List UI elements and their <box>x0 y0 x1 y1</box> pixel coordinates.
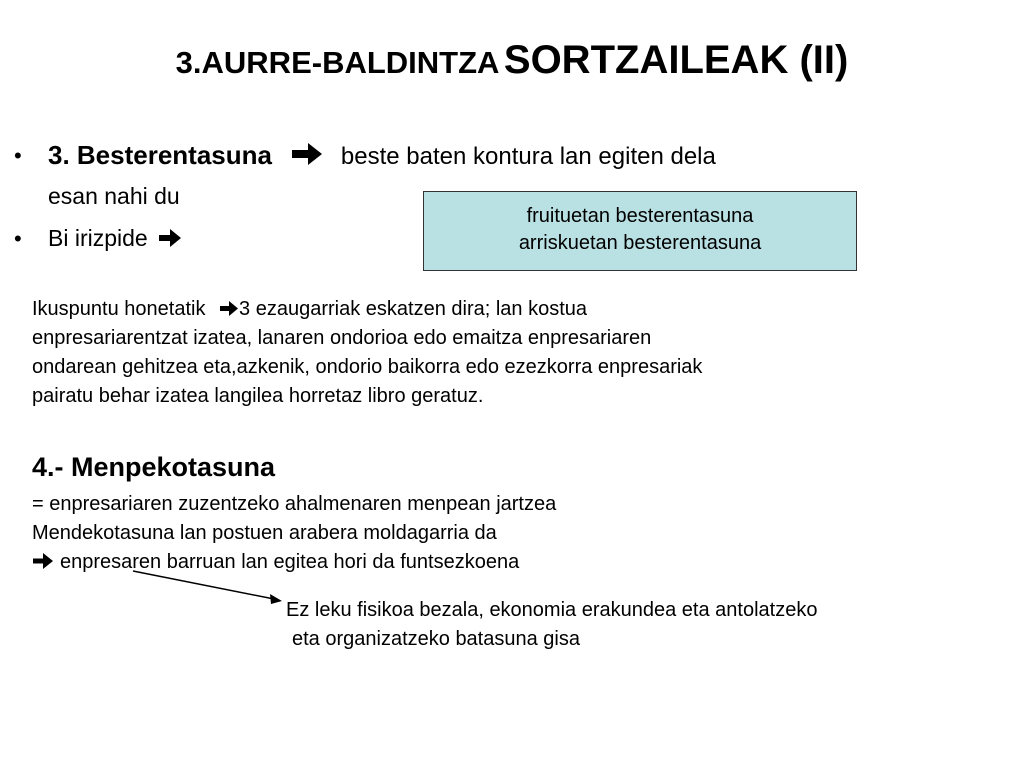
bullet-2-text: Bi irizpide <box>48 225 148 251</box>
paragraph-line-2: enpresariarentzat izatea, lanaren ondorioa edo emaitza enpresariaren <box>32 327 652 349</box>
bullet-dot-1: • <box>14 143 22 168</box>
paragraph-line-3: ondarean gehitzea eta,azkenik, ondorio baikorra edo ezezkorra enpresariak <box>32 356 703 378</box>
bullet-dot-2: • <box>14 226 22 251</box>
bullet-1-continuation: esan nahi du <box>48 183 180 209</box>
paragraph-line-4: pairatu behar izatea langilea horretaz libro geratuz. <box>32 385 484 407</box>
title-part1: 3.AURRE-BALDINTZA <box>175 45 500 80</box>
bullet-1-text: beste baten kontura lan egiten dela <box>340 143 716 170</box>
section-4-line-2: Mendekotasuna lan postuen arabera moldagarria da <box>32 522 497 544</box>
section-4-line-3-text: enpresaren barruan lan egitea hori da funtsezkoena <box>60 551 520 573</box>
bullet-1-bold: 3. Besterentasuna <box>48 140 272 170</box>
criteria-line-2: arriskuetan besterentasuna <box>518 232 762 254</box>
criteria-line-1: fruituetan besterentasuna <box>526 205 754 227</box>
note-line-1: Ez leku fisikoa bezala, ekonomia erakundea eta antolatzeko <box>286 599 818 621</box>
paragraph-line-1b: 3 ezaugarriak eskatzen dira; lan kostua <box>239 298 588 320</box>
title-part2: SORTZAILEAK (II) <box>503 38 849 82</box>
section-4-line-1: = enpresariaren zuzentzeko ahalmenaren menpean jartzea <box>32 493 557 515</box>
section-4-heading: 4.- Menpekotasuna <box>32 452 276 482</box>
paragraph-line-1a: Ikuspuntu honetatik <box>32 298 206 320</box>
note <box>286 596 817 654</box>
note-line-2: eta organizatzeko batasuna gisa <box>292 628 580 650</box>
